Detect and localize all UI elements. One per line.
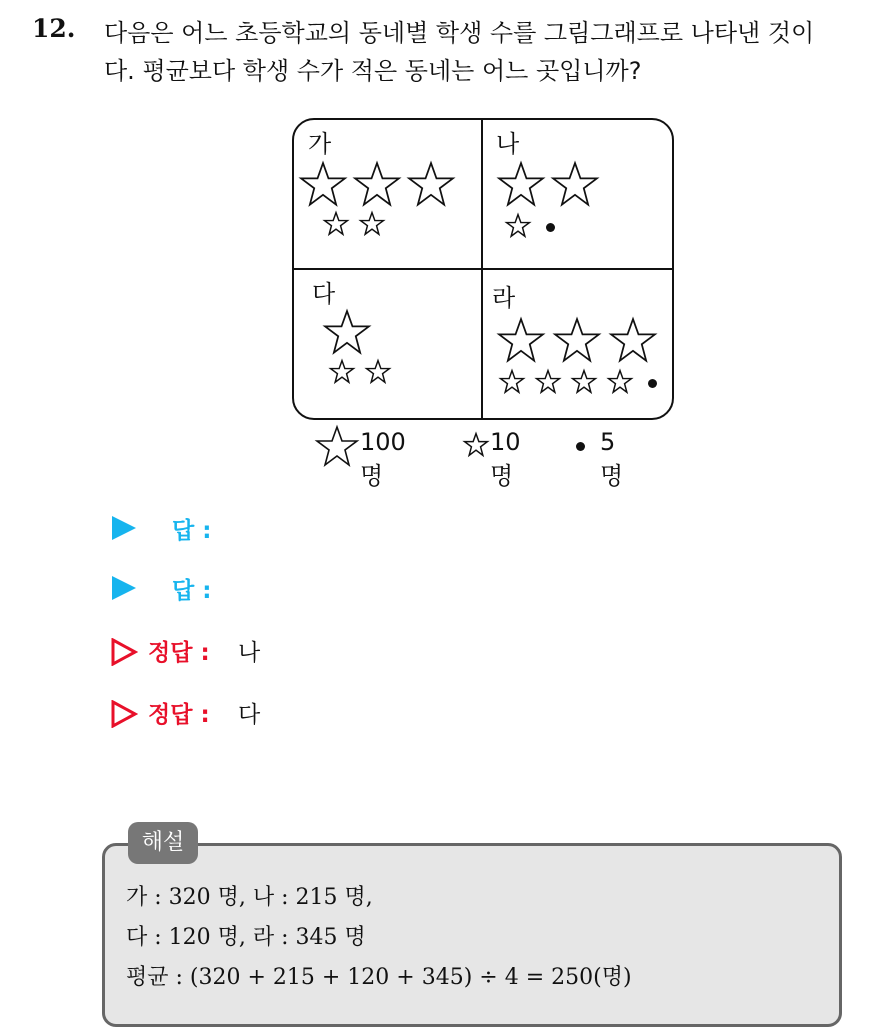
play-triangle-icon <box>112 516 136 540</box>
cell-label-ra: 라 <box>492 284 516 312</box>
question-line-1: 다음은 어느 초등학교의 동네별 학생 수를 그림그래프로 나타낸 것이 <box>104 19 815 47</box>
small-star-icon <box>366 360 390 383</box>
answer-row-1 <box>110 512 410 546</box>
legend-small-star-icon <box>464 433 488 456</box>
answer-value-4: 다 <box>238 702 261 728</box>
explanation-line-3: 평균 : (320 + 215 + 120 + 345) ÷ 4 = 250(명) <box>126 965 632 990</box>
big-star-icon <box>552 162 598 206</box>
legend-dot-icon <box>576 442 585 451</box>
big-star-icon <box>354 162 400 206</box>
legend-big-label: 100명 <box>360 428 406 490</box>
answer-row-3 <box>110 634 410 668</box>
small-star-icon <box>608 370 632 393</box>
big-star-icon <box>498 318 544 362</box>
pictograph-dot <box>648 379 657 388</box>
pictograph-dot <box>546 223 555 232</box>
outline-triangle-icon <box>110 638 138 666</box>
explanation-tag: 해설 <box>128 822 198 864</box>
explanation-line-2: 다 : 120 명, 라 : 345 명 <box>126 925 366 950</box>
small-star-icon <box>506 214 530 237</box>
answer-row-2 <box>110 572 410 606</box>
play-triangle-icon <box>112 576 136 600</box>
small-star-icon <box>500 370 524 393</box>
small-star-icon <box>324 212 348 235</box>
big-star-icon <box>300 162 346 206</box>
answer-row-4 <box>110 696 410 730</box>
small-star-icon <box>360 212 384 235</box>
grid-divider-horizontal <box>294 268 672 270</box>
answer-value-3: 나 <box>238 640 261 666</box>
answer-label-3: 정답 : <box>148 640 210 666</box>
small-star-icon <box>330 360 354 383</box>
answer-label-1: 답 : <box>172 518 212 544</box>
legend-dot-label: 5명 <box>600 428 624 490</box>
cell-label-ga: 가 <box>308 130 332 158</box>
answer-label-4: 정답 : <box>148 702 210 728</box>
big-star-icon <box>610 318 656 362</box>
small-star-icon <box>572 370 596 393</box>
answer-label-2: 답 : <box>172 578 212 604</box>
question-line-2: 다. 평균보다 학생 수가 적은 동네는 어느 곳입니까? <box>104 57 642 85</box>
legend-big-star-icon <box>316 426 358 466</box>
big-star-icon <box>554 318 600 362</box>
outline-triangle-icon <box>110 700 138 728</box>
cell-label-na: 나 <box>496 130 520 158</box>
big-star-icon <box>498 162 544 206</box>
small-star-icon <box>536 370 560 393</box>
question-number: 12. <box>32 14 76 43</box>
pictograph-grid <box>292 118 674 420</box>
explanation-line-1: 가 : 320 명, 나 : 215 명, <box>126 885 373 910</box>
big-star-icon <box>324 310 370 354</box>
legend-small-label: 10명 <box>490 428 521 490</box>
question-text <box>104 14 874 90</box>
big-star-icon <box>408 162 454 206</box>
cell-label-da: 다 <box>312 280 336 308</box>
